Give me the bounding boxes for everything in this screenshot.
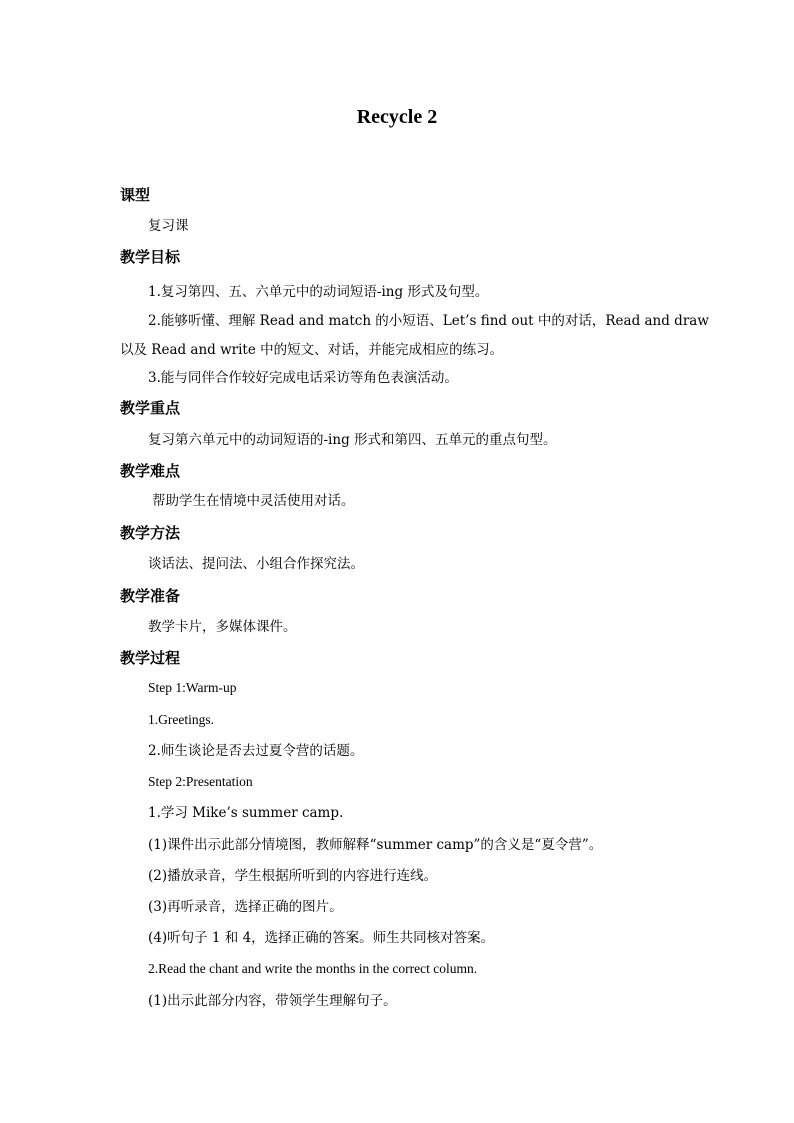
objective-item-1: 1.复习第四、五、六单元中的动词短语-ing 形式及句型。: [148, 284, 489, 300]
heading-methods: 教学方法: [120, 524, 181, 542]
objective-item-2-line-1: 2.能够听懂、理解 Read and match 的小短语、Let’s find out 中的对话，Read and draw: [148, 313, 709, 329]
heading-process: 教学过程: [120, 649, 181, 667]
heading-preparation: 教学准备: [120, 587, 181, 605]
objective-item-2-line-2: 以及 Read and write 中的短文、对话，并能完成相应的练习。: [120, 342, 504, 358]
lesson-type-content: 复习课: [148, 218, 189, 234]
process-line: 2.师生谈论是否去过夏令营的话题。: [148, 743, 364, 759]
process-line: 1.学习 Mike’s summer camp.: [148, 805, 344, 821]
heading-lesson-type: 课型: [120, 186, 151, 204]
process-line: (4)听句子 1 和 4，选择正确的答案。师生共同核对答案。: [148, 930, 495, 946]
process-line: 2.Read the chant and write the months in the correct column.: [148, 961, 478, 976]
methods-content: 谈话法、提问法、小组合作探究法。: [148, 556, 364, 572]
objective-item-3: 3.能与同伴合作较好完成电话采访等角色表演活动。: [148, 370, 458, 386]
process-line: (1)出示此部分内容，带领学生理解句子。: [148, 993, 397, 1009]
process-line: (2)播放录音，学生根据所听到的内容进行连线。: [148, 868, 438, 884]
preparation-content: 教学卡片，多媒体课件。: [148, 619, 297, 635]
heading-difficulties: 教学难点: [120, 462, 181, 480]
process-line: Step 1:Warm-up: [148, 680, 237, 695]
process-line: 1.Greetings.: [148, 712, 214, 727]
process-line: Step 2:Presentation: [148, 774, 253, 789]
process-line: (1)课件出示此部分情境图，教师解释“summer camp”的含义是“夏令营”。: [148, 837, 603, 853]
document-title: Recycle 2: [356, 106, 438, 128]
process-line: (3)再听录音，选择正确的图片。: [148, 899, 343, 915]
key-points-content: 复习第六单元中的动词短语的-ing 形式和第四、五单元的重点句型。: [148, 432, 557, 448]
heading-objectives: 教学目标: [120, 248, 181, 266]
difficulties-content: 帮助学生在情境中灵活使用对话。: [152, 493, 355, 509]
heading-key-points: 教学重点: [120, 399, 181, 417]
